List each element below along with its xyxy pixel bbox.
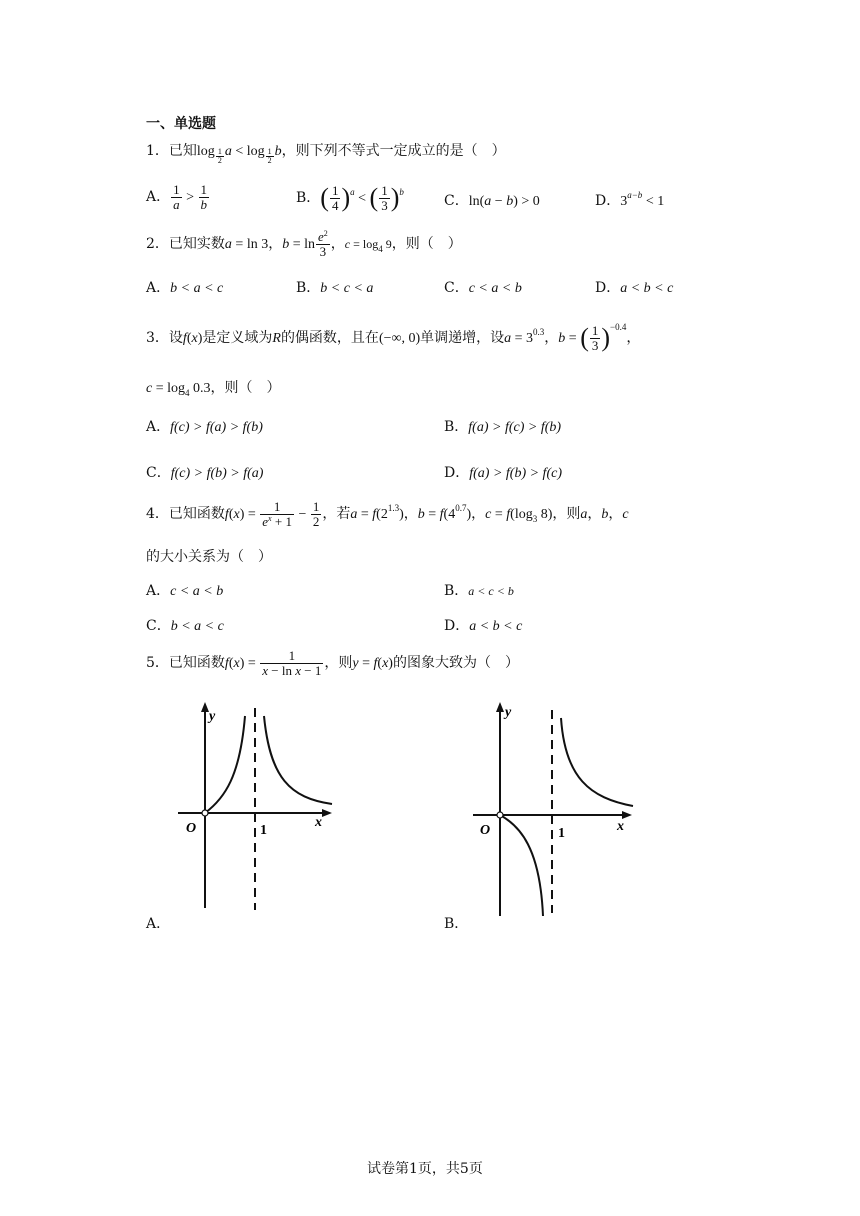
q2-option-b: B．b < c < a xyxy=(296,280,374,296)
graph-a-one-label: 1 xyxy=(260,823,267,838)
graph-b-label: B． xyxy=(444,916,469,932)
graph-b-y-label: y xyxy=(505,705,512,720)
graph-a-x-label: x xyxy=(315,815,322,830)
q1-option-d: D．$3^{a-b} < 1$ xyxy=(595,190,665,209)
q2-option-a: A．b < a < c xyxy=(146,280,224,296)
graph-a-y-arrow xyxy=(201,702,209,712)
q3-option-b: B．f(a) > f(c) > f(b) xyxy=(444,419,562,435)
q1-option-a: A． $\frac{1}{a}$ > $\frac{1}{b}$ xyxy=(146,182,208,212)
graph-b-y-arrow xyxy=(496,702,504,712)
q1-condition: log $_{\frac{1}{2}}$ a < log $_{\frac{1}{2}}$ b xyxy=(196,144,282,166)
q4-option-b: B．a < c < b xyxy=(444,583,514,599)
q2-option-c: C．c < a < b xyxy=(444,280,522,296)
graph-a-label: A． xyxy=(146,916,171,932)
q1-suffix: ，则下列不等式一定成立的是（ ） xyxy=(281,143,506,159)
question-1 xyxy=(146,140,506,166)
graph-a-y-label: y xyxy=(209,709,216,724)
q4-option-d: D．a < b < c xyxy=(444,618,523,634)
graph-b-left-branch xyxy=(500,815,543,916)
q1-option-c: C．ln(a − b) > 0 xyxy=(444,193,540,209)
graph-a-left-branch xyxy=(205,716,245,813)
question-2: 2．已知实数a = ln 3，b = ln $\frac{e^2}{3}$ ，$c = \log_4 9$，则（ ） xyxy=(146,229,462,259)
question-3: 3．设f(x)是定义域为R的偶函数，且在(−∞, 0)单调递增，设$a = 3^{0.3}$，b = ( $\frac{1}{3}$ )$^{-0.4}$， xyxy=(146,322,641,353)
q4-option-a: A．c < a < b xyxy=(146,583,224,599)
q3-option-a: A．f(c) > f(a) > f(b) xyxy=(146,419,263,435)
graph-a-origin-dot xyxy=(202,810,208,816)
q3-option-c: C．f(c) > f(b) > f(a) xyxy=(146,465,264,481)
graph-a-right-branch xyxy=(264,716,332,804)
graph-a-x-arrow xyxy=(322,809,332,817)
q2-option-d: D．a < b < c xyxy=(595,280,674,296)
graph-b-x-arrow xyxy=(622,811,632,819)
q1-option-b: B．( $\frac{1}{4}$ )$^a$ < ( $\frac{1}{3}$ )$^b$ xyxy=(296,182,404,213)
q1-prefix: 1．已知 xyxy=(146,143,197,159)
graph-a xyxy=(170,698,340,912)
q4-option-c: C．b < a < c xyxy=(146,618,224,634)
graph-b xyxy=(465,698,640,920)
page-footer: 试卷第1页，共5页 xyxy=(367,1161,483,1177)
q4-line2: 的大小关系为（ ） xyxy=(146,549,272,565)
graph-b-origin-dot xyxy=(497,812,503,818)
question-5: 5．已知函数f(x) = $\frac{1}{\text{x − ln x − 1}}$ ，则y = f(x)的图象大致为（ ） xyxy=(146,648,519,678)
q3-option-d: D．f(a) > f(b) > f(c) xyxy=(444,465,562,481)
graph-b-right-branch xyxy=(561,718,633,806)
graph-a-origin-label: O xyxy=(186,821,197,836)
graph-b-one-label: 1 xyxy=(558,826,565,841)
section-title: 一、单选题 xyxy=(146,116,216,132)
graph-b-x-label: x xyxy=(617,819,624,834)
graph-b-origin-label: O xyxy=(480,823,491,838)
q3-line2: $c = \log_4 0.3$，则（ ） xyxy=(146,380,281,398)
question-4: 4．已知函数f(x) = $\frac{1}{e^x + 1}$ − $\frac{1}{2}$ ，若$a = f(2^{1.3})$，$b = f(4^{0.7})$，$c = f(\log_3$ 8)，则a，b，c xyxy=(146,499,629,529)
